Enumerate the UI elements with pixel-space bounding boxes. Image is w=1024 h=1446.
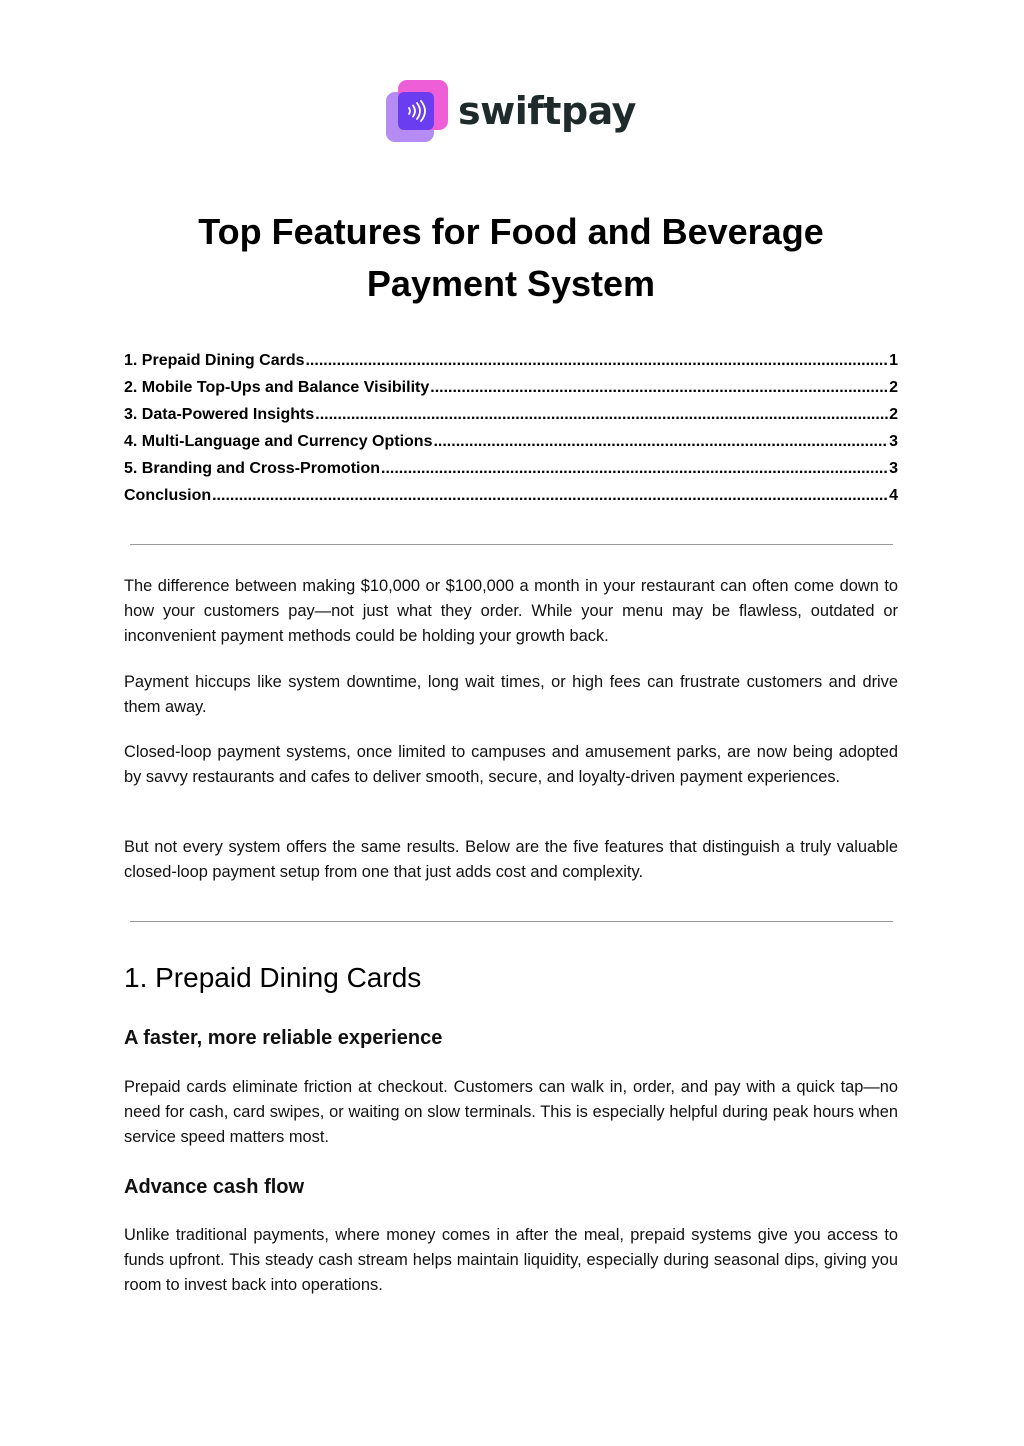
subsection-heading: Advance cash flow	[124, 1176, 305, 1198]
toc-entry[interactable]	[124, 379, 898, 406]
toc-entry[interactable]	[124, 406, 898, 433]
toc-entry-page: 4	[889, 487, 898, 504]
intro-paragraph: The difference between making $10,000 or $100,000 a month in your restaurant can often come down to how your customers pay—not just what they order. While your menu may be flawless, outdated or inconvenient payment methods could be holding your growth back.	[124, 577, 898, 645]
toc-entry-page: 3	[889, 460, 898, 477]
toc-entry-label[interactable]: 5. Branding and Cross-Promotion	[124, 460, 381, 477]
toc-entry-page: 2	[889, 379, 898, 396]
swiftpay-logo	[386, 80, 636, 142]
title-line-2: Payment System	[366, 263, 656, 304]
logo-mark	[386, 80, 448, 142]
toc-entry[interactable]	[124, 433, 898, 460]
title-line-1: Top Features for Food and Beverage	[198, 211, 824, 252]
toc-entry[interactable]	[124, 487, 898, 514]
intro-paragraph: Payment hiccups like system downtime, long wait times, or high fees can frustrate customers and drive them away.	[124, 673, 898, 716]
intro-paragraph: Closed-loop payment systems, once limited to campuses and amusement parks, are now being adopted by savvy restaurants and cafes to deliver smooth, secure, and loyalty-driven payment experiences.	[124, 743, 898, 786]
toc-entry-label[interactable]: 1. Prepaid Dining Cards	[124, 352, 305, 369]
contactless-icon	[404, 100, 428, 122]
toc-entry-page: 3	[889, 433, 898, 450]
section-paragraph: Unlike traditional payments, where money comes in after the meal, prepaid systems give you access to funds upfront. This steady cash stream helps maintain liquidity, especially during seasonal dips, giving you room to invest back into operations.	[124, 1226, 898, 1294]
table-of-contents	[124, 352, 898, 514]
toc-entry-label[interactable]: 3. Data-Powered Insights	[124, 406, 315, 423]
toc-entry-label[interactable]: 4. Multi-Language and Currency Options	[124, 433, 433, 450]
divider	[130, 921, 893, 922]
toc-entry-label[interactable]: Conclusion	[124, 487, 212, 504]
divider	[130, 544, 893, 545]
section-heading: 1. Prepaid Dining Cards	[124, 962, 422, 993]
subsection-heading: A faster, more reliable experience	[124, 1027, 443, 1049]
toc-entry[interactable]	[124, 352, 898, 379]
page-title	[124, 206, 898, 310]
toc-entry[interactable]	[124, 460, 898, 487]
section-paragraph: Prepaid cards eliminate friction at checkout. Customers can walk in, order, and pay with a quick tap—no need for cash, card swipes, or waiting on slow terminals. This is especially helpful during peak hours when service speed matters most.	[124, 1078, 898, 1146]
toc-entry-page: 2	[889, 406, 898, 423]
intro-paragraph: But not every system offers the same results. Below are the five features that distinguish a truly valuable closed-loop payment setup from one that just adds cost and complexity.	[124, 838, 898, 881]
toc-entry-label[interactable]: 2. Mobile Top-Ups and Balance Visibility	[124, 379, 430, 396]
toc-entry-page: 1	[889, 352, 898, 369]
brand-wordmark: swiftpay	[458, 89, 636, 133]
